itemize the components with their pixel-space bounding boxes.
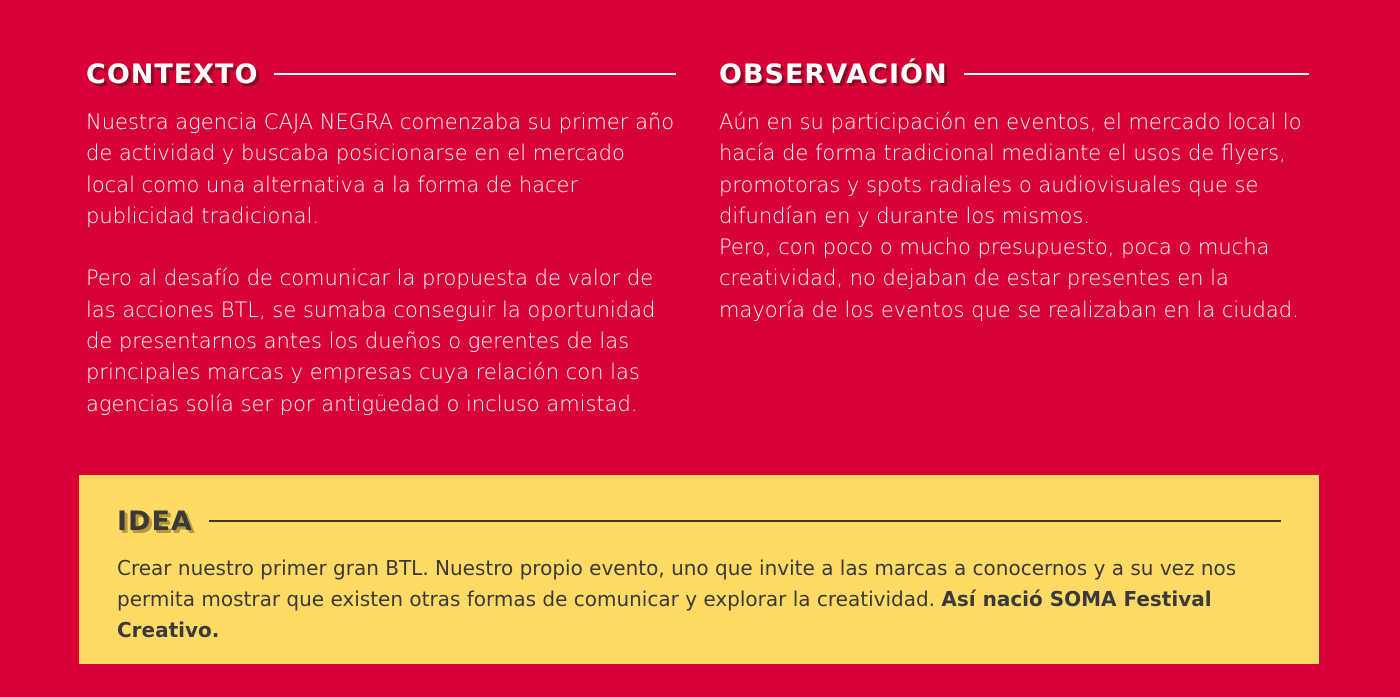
observacion-divider (964, 73, 1309, 75)
contexto-title: CONTEXTO (86, 58, 259, 90)
idea-paragraph (117, 553, 1281, 646)
observacion-section (719, 54, 1309, 326)
observacion-paragraph-2: Pero, con poco o mucho presupuesto, poca o mucha creatividad, no dejaban de estar presentes en la mayoría de los eventos que se realizaban en la ciudad. (719, 235, 1299, 322)
contexto-heading-row (86, 54, 676, 94)
idea-title: IDEA (117, 505, 193, 537)
idea-heading-row (117, 501, 1281, 541)
idea-box (79, 475, 1319, 664)
idea-highlight: Así nació SOMA Festival Creativo. (117, 587, 1212, 642)
contexto-section (86, 54, 676, 420)
observacion-paragraph-1: Aún en su participación en eventos, el mercado local lo hacía de forma tradicional mediante el usos de flyers, promotoras y spots radiales o audiovisuales que se difundían en y durante los mismos. (719, 110, 1302, 228)
contexto-divider (274, 73, 676, 75)
paragraph-spacer (86, 232, 676, 263)
idea-text: Crear nuestro primer gran BTL. Nuestro propio evento, uno que invite a las marcas a conocernos y a su vez nos permita mostrar que existen otras formas de comunicar y explorar la creatividad. (117, 556, 1237, 611)
contexto-paragraph-1: Nuestra agencia CAJA NEGRA comenzaba su primer año de actividad y buscaba posicionarse en el mercado local como una alternativa a la forma de hacer publicidad tradicional. (86, 110, 675, 228)
idea-section (117, 501, 1281, 646)
idea-divider (209, 520, 1281, 522)
observacion-heading-row (719, 54, 1309, 94)
observacion-title: OBSERVACIÓN (719, 58, 948, 90)
contexto-paragraph-2: Pero al desafío de comunicar la propuesta de valor de las acciones BTL, se sumaba conseguir la oportunidad de presentarnos antes los dueños o gerentes de las principales marcas y empresas cuya relación con las agencias solía ser por antigüedad o incluso amistad. (86, 266, 656, 416)
